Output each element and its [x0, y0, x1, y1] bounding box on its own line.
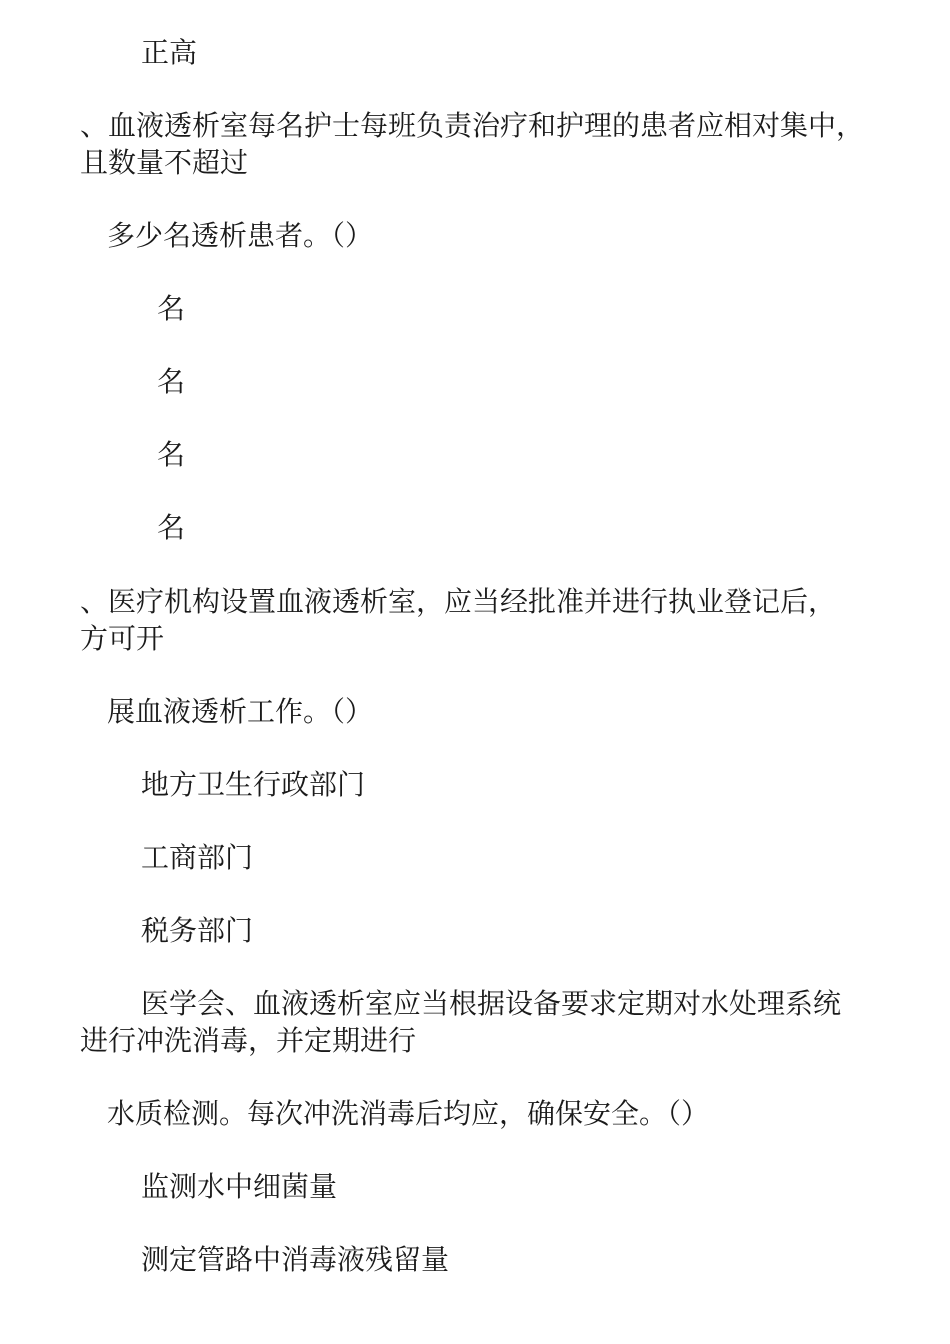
- option-text: 测定管路中消毒液残留量: [141, 1243, 450, 1276]
- option-text: 监测水中细菌量: [141, 1170, 338, 1203]
- option-text: 名: [157, 292, 186, 325]
- question-text: 方可开: [80, 622, 165, 655]
- question-text: 、医疗机构设置血液透析室，应当经批准并进行执业登记后，: [80, 585, 837, 618]
- question-text: 进行冲洗消毒，并定期进行: [80, 1024, 417, 1057]
- option-text: 名: [157, 511, 186, 544]
- question-text: 且数量不超过: [80, 146, 249, 179]
- option-text: 名: [157, 365, 186, 398]
- question-text: 多少名透析患者。（）: [107, 219, 374, 252]
- question-text: 展血液透析工作。（）: [107, 695, 374, 728]
- option-text: 工商部门: [141, 841, 254, 874]
- option-text: 名: [157, 438, 186, 471]
- option-text: 正高: [141, 36, 198, 69]
- question-text: 、血液透析室每名护士每班负责治疗和护理的患者应相对集中，: [80, 109, 865, 142]
- option-text: 税务部门: [141, 914, 254, 947]
- question-text: 水质检测。每次冲洗消毒后均应，确保安全。（）: [107, 1097, 710, 1130]
- question-text: 医学会、血液透析室应当根据设备要求定期对水处理系统: [141, 987, 842, 1020]
- option-text: 地方卫生行政部门: [141, 768, 366, 801]
